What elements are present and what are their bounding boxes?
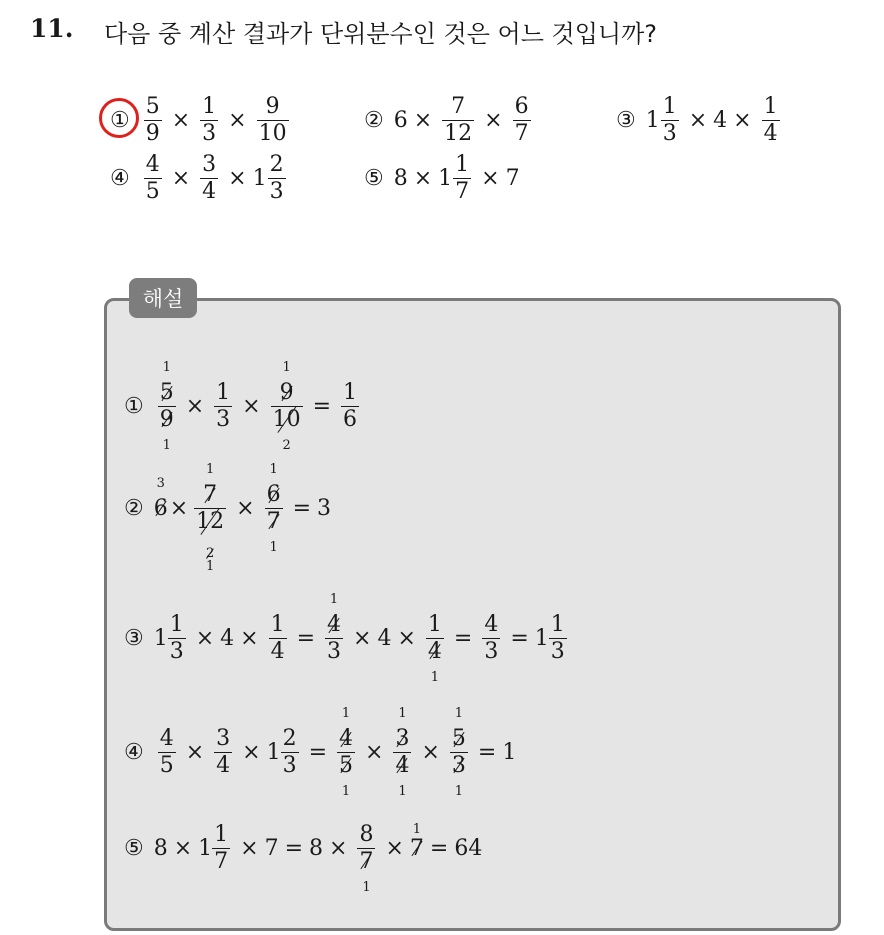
- question-number: 11.: [30, 14, 74, 43]
- fraction: $\frac{3}{4}$: [202, 152, 217, 204]
- mixed-whole: 1: [645, 107, 660, 133]
- solution-step-4: ④ $\frac{4}{5}$ × $\frac{3}{4}$ × 1 $\frac{2}{3}$ = 4 1 5 1 × 3 1 4 1 × 5 1 3 1 = 1: [124, 706, 517, 799]
- solution-step-3: ③ 1 $\frac{1}{3}$ × 4 × $\frac{1}{4}$ = 4 1 3 × 4 × 1 4 1 = $\frac{4}{3}$ = 1 $\frac{1}{3}$: [124, 592, 565, 685]
- option-marker: ①: [110, 107, 130, 133]
- option-marker: ⑤: [364, 165, 384, 191]
- solution-step-5: ⑤ 8 × 1 $\frac{1}{7}$ × 7 = 8 × 8 7 1 × 7 1 = 64: [124, 821, 483, 895]
- option-4[interactable]: ④ $\frac{4}{5}$ × $\frac{3}{4}$ × 1 $\frac{2}{3}$: [110, 152, 284, 204]
- mixed-whole: 1: [438, 165, 453, 191]
- answer-mark-circle: [99, 98, 139, 138]
- fraction: $\frac{5}{9}$: [145, 94, 160, 146]
- fraction: $\frac{1}{4}$: [763, 94, 778, 146]
- option-marker: ③: [616, 107, 636, 133]
- solution-step-1: ① 5 1 9 1 × $\frac{1}{3}$ × 9 1 10 2 = $\frac{1}{6}$: [124, 360, 358, 453]
- whole-number: 4: [713, 107, 728, 133]
- whole-number: 8: [393, 165, 408, 191]
- option-2[interactable]: ② 6 × $\frac{7}{12}$ × $\frac{6}{7}$: [364, 94, 529, 146]
- whole-number: 7: [505, 165, 520, 191]
- option-marker: ④: [110, 165, 130, 191]
- option-3[interactable]: ③ 1 $\frac{1}{3}$ × 4 × $\frac{1}{4}$: [616, 94, 778, 146]
- fraction: $\frac{9}{10}$: [258, 94, 287, 146]
- fraction: $\frac{2}{3}$: [269, 152, 284, 204]
- option-5[interactable]: ⑤ 8 × 1 $\frac{1}{7}$ × 7: [364, 152, 520, 204]
- result-fraction: $\frac{1}{6}$: [343, 380, 358, 432]
- fraction: $\frac{1}{3}$: [662, 94, 677, 146]
- solution-step-2: ② 6 3 × 7 1 12 2 1 × 6 1 7 1 = 3: [124, 462, 332, 574]
- option-marker: ②: [364, 107, 384, 133]
- fraction: $\frac{7}{12}$: [444, 94, 473, 146]
- mixed-whole: 1: [252, 165, 267, 191]
- question-text: 다음 중 계산 결과가 단위분수인 것은 어느 것입니까?: [104, 20, 658, 48]
- fraction: $\frac{6}{7}$: [514, 94, 529, 146]
- fraction: $\frac{1}{3}$: [202, 94, 217, 146]
- solution-label: 해설: [129, 278, 197, 318]
- option-1[interactable]: ① $\frac{5}{9}$ × $\frac{1}{3}$ × $\frac{9}{10}$: [110, 90, 293, 150]
- fraction: $\frac{1}{7}$: [455, 152, 470, 204]
- result-value: 3: [317, 495, 332, 521]
- fraction: $\frac{4}{5}$: [145, 152, 160, 204]
- whole-number: 6: [393, 107, 408, 133]
